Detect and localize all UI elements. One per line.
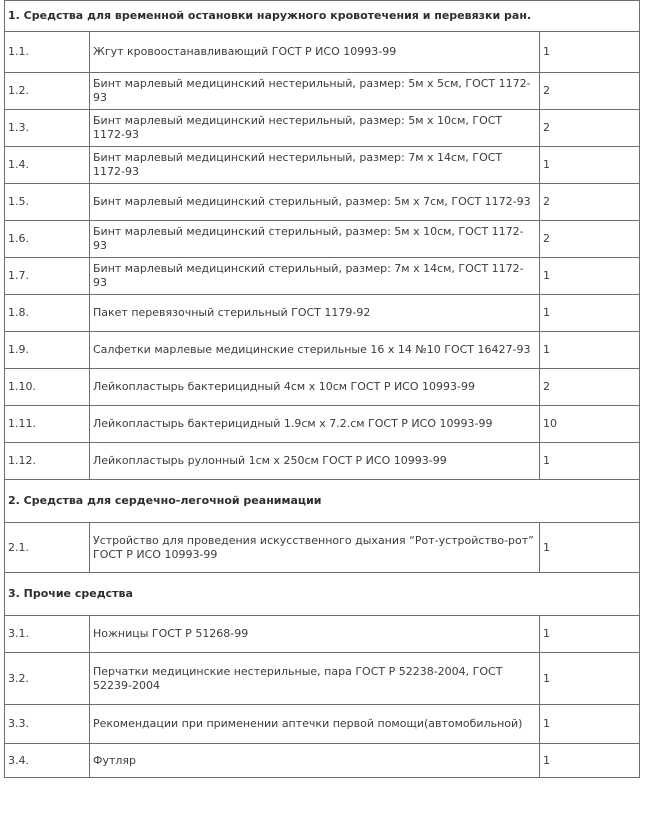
section-header-row: [5, 573, 640, 616]
item-name: Бинт марлевый медицинский стерильный, размер: 7м х 14см, ГОСТ 1172-93: [90, 258, 540, 295]
item-quantity: 1: [540, 32, 640, 73]
item-quantity: 2: [540, 221, 640, 258]
table-row: [5, 523, 640, 573]
item-number: 3.1.: [5, 616, 90, 653]
item-quantity: 1: [540, 653, 640, 705]
section-header-row: [5, 480, 640, 523]
table-row: [5, 258, 640, 295]
item-quantity: 1: [540, 295, 640, 332]
item-number: 3.4.: [5, 744, 90, 778]
section-title: 2. Средства для сердечно-легочной реанимации: [5, 480, 640, 523]
item-number: 1.3.: [5, 110, 90, 147]
item-name: Лейкопластырь бактерицидный 4см х 10см ГОСТ Р ИСО 10993-99: [90, 369, 540, 406]
item-name: Бинт марлевый медицинский нестерильный, размер: 5м х 10см, ГОСТ 1172-93: [90, 110, 540, 147]
item-name: Рекомендации при применении аптечки первой помощи(автомобильной): [90, 705, 540, 744]
item-quantity: 2: [540, 369, 640, 406]
item-name: Бинт марлевый медицинский нестерильный, размер: 7м х 14см, ГОСТ 1172-93: [90, 147, 540, 184]
item-name: Ножницы ГОСТ Р 51268-99: [90, 616, 540, 653]
item-number: 1.6.: [5, 221, 90, 258]
table-row: [5, 705, 640, 744]
table-row: [5, 443, 640, 480]
item-name: Пакет перевязочный стерильный ГОСТ 1179-92: [90, 295, 540, 332]
item-quantity: 2: [540, 110, 640, 147]
item-number: 1.12.: [5, 443, 90, 480]
section-header-row: [5, 1, 640, 32]
item-quantity: 2: [540, 184, 640, 221]
item-number: 1.8.: [5, 295, 90, 332]
item-quantity: 1: [540, 744, 640, 778]
item-name: Лейкопластырь бактерицидный 1.9см х 7.2.см ГОСТ Р ИСО 10993-99: [90, 406, 540, 443]
item-number: 1.10.: [5, 369, 90, 406]
item-quantity: 1: [540, 147, 640, 184]
item-name: Устройство для проведения искусственного дыхания “Рот-устройство-рот” ГОСТ Р ИСО 10993-99: [90, 523, 540, 573]
item-number: 1.11.: [5, 406, 90, 443]
item-quantity: 10: [540, 406, 640, 443]
item-name: Лейкопластырь рулонный 1см х 250см ГОСТ Р ИСО 10993-99: [90, 443, 540, 480]
item-quantity: 1: [540, 332, 640, 369]
item-quantity: 1: [540, 258, 640, 295]
table-row: [5, 616, 640, 653]
table-row: [5, 73, 640, 110]
item-name: Футляр: [90, 744, 540, 778]
table-row: [5, 369, 640, 406]
item-name: Бинт марлевый медицинский стерильный, размер: 5м х 10см, ГОСТ 1172-93: [90, 221, 540, 258]
item-number: 1.5.: [5, 184, 90, 221]
item-quantity: 1: [540, 616, 640, 653]
table-row: [5, 32, 640, 73]
item-name: Перчатки медицинские нестерильные, пара ГОСТ Р 52238-2004, ГОСТ 52239-2004: [90, 653, 540, 705]
item-name: Жгут кровоостанавливающий ГОСТ Р ИСО 10993-99: [90, 32, 540, 73]
item-number: 1.9.: [5, 332, 90, 369]
item-number: 2.1.: [5, 523, 90, 573]
item-name: Бинт марлевый медицинский нестерильный, размер: 5м х 5см, ГОСТ 1172-93: [90, 73, 540, 110]
item-quantity: 1: [540, 443, 640, 480]
table-row: [5, 147, 640, 184]
item-number: 3.2.: [5, 653, 90, 705]
section-title: 1. Средства для временной остановки наружного кровотечения и перевязки ран.: [5, 1, 640, 32]
table-row: [5, 110, 640, 147]
item-number: 1.2.: [5, 73, 90, 110]
table-row: [5, 184, 640, 221]
item-quantity: 1: [540, 705, 640, 744]
item-number: 1.7.: [5, 258, 90, 295]
item-number: 3.3.: [5, 705, 90, 744]
table-row: [5, 406, 640, 443]
item-name: Салфетки марлевые медицинские стерильные 16 х 14 №10 ГОСТ 16427-93: [90, 332, 540, 369]
item-number: 1.1.: [5, 32, 90, 73]
item-name: Бинт марлевый медицинский стерильный, размер: 5м х 7см, ГОСТ 1172-93: [90, 184, 540, 221]
table-row: [5, 744, 640, 778]
first-aid-kit-table: [4, 0, 640, 778]
item-quantity: 1: [540, 523, 640, 573]
table-row: [5, 332, 640, 369]
item-number: 1.4.: [5, 147, 90, 184]
item-quantity: 2: [540, 73, 640, 110]
table-row: [5, 653, 640, 705]
table-row: [5, 295, 640, 332]
table-row: [5, 221, 640, 258]
section-title: 3. Прочие средства: [5, 573, 640, 616]
